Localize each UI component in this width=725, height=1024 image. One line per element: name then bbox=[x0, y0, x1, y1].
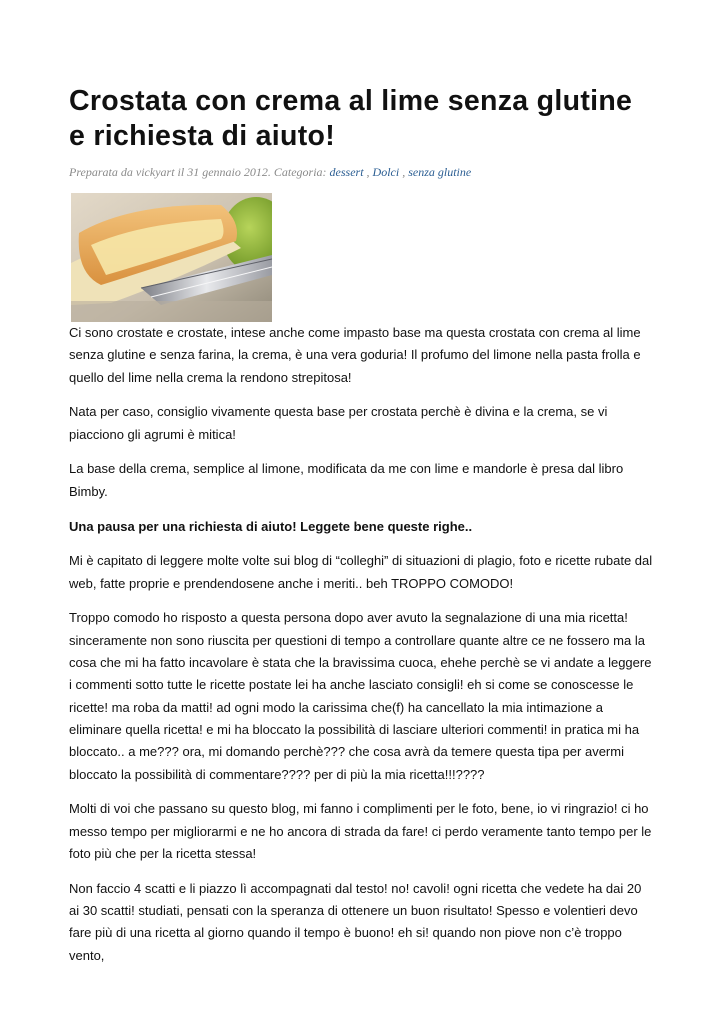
paragraph: Molti di voi che passano su questo blog, mi fanno i complimenti per le foto, bene, io vi ringrazio! ci ho messo tempo per migliorarmi e ne ho ancora di strada da fare! ci perdo veramente tanto tempo per le foto più che per la ricetta stessa! bbox=[69, 801, 652, 861]
page-title: Crostata con crema al lime senza glutine e richiesta di aiuto! bbox=[69, 85, 633, 152]
post-meta bbox=[69, 165, 655, 179]
meta-separator: , bbox=[363, 165, 373, 179]
paragraph: Ci sono crostate e crostate, intese anche come impasto base ma questa crostata con crema al lime senza glutine e senza farina, la crema, è una vera goduria! Il profumo del limone nella pasta frolla e quello del lime nella crema la rendono strepitosa! bbox=[69, 325, 641, 385]
tart-slice-on-fork-photo bbox=[71, 193, 272, 322]
meta-prefix: Preparata da vickyart il 31 gennaio 2012. Categoria: bbox=[69, 165, 330, 179]
photo-illustration bbox=[71, 193, 272, 322]
paragraph: Troppo comodo ho risposto a questa persona dopo aver avuto la segnalazione di una mia ricetta! sinceramente non sono riuscita per questioni di tempo a controllare quante altre ce ne fossero ma la cosa che mi ha fatto incavolare è stata che la bravissima cuoca, ehehe perchè se vi andate a leggere i commenti sotto tutte le ricette postate lei ha anche lasciato consigli! eh si come se conoscesse le ricette! ma roba da matti! ad ogni modo la carissima che(f) ha cancellato la mia intimazione a eliminare quella ricetta! e mi ha bloccato la possibilità di lasciare ulteriori commenti! in pratica mi ha bloccato.. a me??? ora, mi domando perchè??? che cosa avrà da temere questa tipa per avermi bloccato la possibilità di commentare???? per di più la mia ricetta!!!???? bbox=[69, 610, 652, 782]
section-heading: Una pausa per una richiesta di aiuto! Leggete bene queste righe.. bbox=[69, 518, 473, 534]
paragraph: Non faccio 4 scatti e li piazzo lì accompagnati dal testo! no! cavoli! ogni ricetta che vedete ha dai 20 ai 30 scatti! studiati, pensati con la speranza di ottenere un buon risultato! Spesso e volentieri devo fare più di una ricetta al giorno quando il tempo è buono! eh si! quando non piove non c’è troppo vento, bbox=[69, 880, 642, 963]
meta-separator: , bbox=[399, 165, 409, 179]
article-body bbox=[69, 322, 655, 967]
category-link-senza-glutine[interactable]: senza glutine bbox=[408, 165, 472, 179]
paragraph: Nata per caso, consiglio vivamente questa base per crostata perchè è divina e la crema, se vi piacciono gli agrumi è mitica! bbox=[69, 404, 608, 442]
paragraph: La base della crema, semplice al limone, modificata da me con lime e mandorle è presa dal libro Bimby. bbox=[69, 461, 624, 499]
paragraph: Mi è capitato di leggere molte volte sui blog di “colleghi” di situazioni di plagio, foto e ricette rubate dal web, fatte proprie e prendendosene anche i meriti.. beh TROPPO COMODO! bbox=[69, 553, 653, 591]
category-link-dolci[interactable]: Dolci bbox=[372, 165, 400, 179]
category-link-dessert[interactable]: dessert bbox=[329, 165, 364, 179]
article bbox=[69, 84, 655, 979]
